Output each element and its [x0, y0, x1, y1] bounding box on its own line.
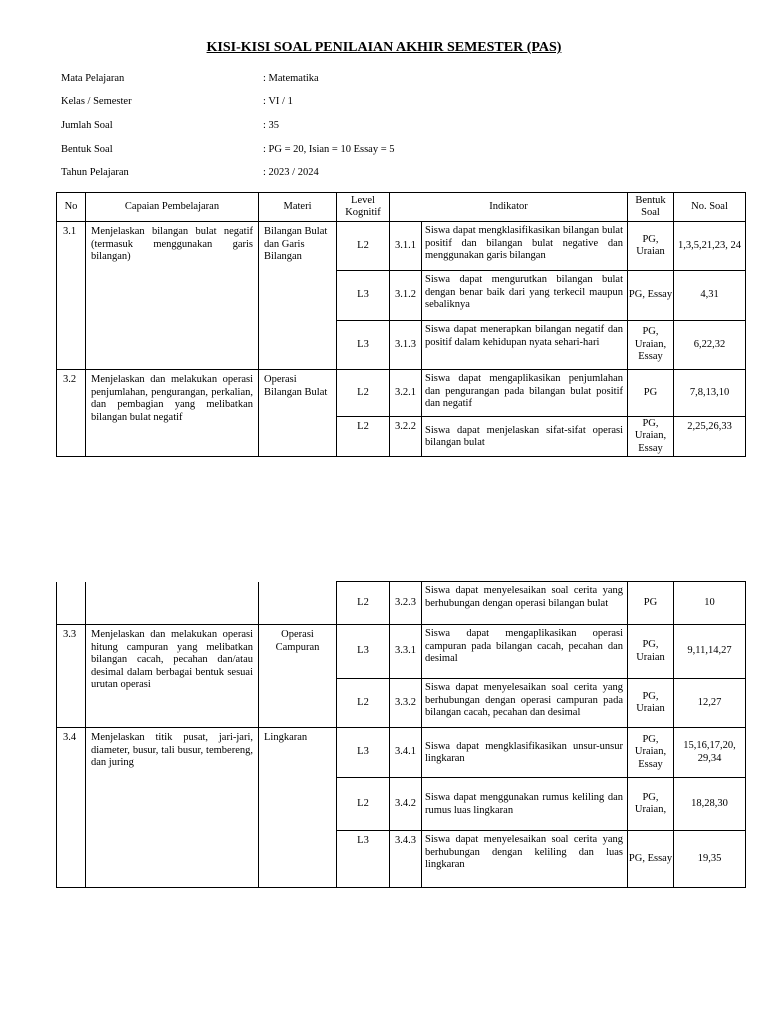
meta-label: Mata Pelajaran — [61, 73, 125, 84]
cell-indikator: Siswa dapat menggunakan rumus keliling dan rumus luas lingkaran — [422, 778, 628, 831]
cell-kode: 3.3.2 — [390, 679, 422, 728]
cell-level: L3 — [337, 271, 390, 321]
cell-kode: 3.1.1 — [390, 222, 422, 271]
cell-materi: Operasi Bilangan Bulat — [259, 370, 337, 457]
meta-label: Tahun Pelajaran — [61, 167, 129, 178]
cell-bentuk: PG, Uraian, Essay — [628, 321, 674, 370]
cell-level: L3 — [337, 321, 390, 370]
cell-bentuk: PG, Uraian, Essay — [628, 728, 674, 778]
cell-no: 3.4 — [57, 728, 86, 888]
cell-cp: Menjelaskan bilangan bulat negatif (termasuk menggunakan garis bilangan) — [86, 222, 259, 370]
cell-nosoal: 1,3,5,21,23, 24 — [674, 222, 746, 271]
cell-level: L3 — [337, 625, 390, 679]
header-nosoal: No. Soal — [674, 193, 746, 222]
cell-indikator: Siswa dapat mengurutkan bilangan bulat dengan benar baik dari yang terkecil maupun sebaliknya — [422, 271, 628, 321]
cell-kode: 3.2.2 — [390, 417, 422, 457]
cell-kode: 3.4.3 — [390, 831, 422, 888]
cell-level: L2 — [337, 679, 390, 728]
cell-nosoal: 6,22,32 — [674, 321, 746, 370]
header-materi: Materi — [259, 193, 337, 222]
meta-label: Kelas / Semester — [61, 96, 132, 107]
cell-no: 3.2 — [57, 370, 86, 457]
cell-no-continued — [57, 582, 86, 625]
cell-cp: Menjelaskan dan melakukan operasi penjumlahan, pengurangan, perkalian, dan pembagian yang melibatkan bilangan bulat negatif — [86, 370, 259, 457]
cell-indikator: Siswa dapat menyelesaikan soal cerita yang berhubungan dengan operasi bilangan bulat — [422, 582, 628, 625]
cell-bentuk: PG — [628, 370, 674, 417]
cell-cp: Menjelaskan dan melakukan operasi hitung campuran yang melibatkan bilangan cacah, pecahan dan/atau desimal dalam berbagai bentuk sesuai urutan operasi — [86, 625, 259, 728]
cell-nosoal: 2,25,26,33 — [674, 417, 746, 457]
cell-materi: Operasi Campuran — [259, 625, 337, 728]
table-row — [57, 370, 746, 417]
header-level: Level Kognitif — [337, 193, 390, 222]
cell-nosoal: 18,28,30 — [674, 778, 746, 831]
cell-no: 3.3 — [57, 625, 86, 728]
cell-level: L2 — [337, 778, 390, 831]
grid-table-part-1 — [56, 192, 746, 457]
meta-label: Jumlah Soal — [61, 120, 113, 131]
meta-label: Bentuk Soal — [61, 144, 113, 155]
cell-kode: 3.1.2 — [390, 271, 422, 321]
header-no: No — [57, 193, 86, 222]
cell-nosoal: 19,35 — [674, 831, 746, 888]
table-row — [57, 582, 746, 625]
cell-bentuk: PG, Essay — [628, 831, 674, 888]
cell-nosoal: 12,27 — [674, 679, 746, 728]
cell-kode: 3.4.1 — [390, 728, 422, 778]
table-row — [57, 625, 746, 679]
cell-kode: 3.1.3 — [390, 321, 422, 370]
cell-kode: 3.3.1 — [390, 625, 422, 679]
cell-indikator: Siswa dapat mengaplikasikan penjumlahan dan pengurangan pada bilangan bulat positif dan negatif — [422, 370, 628, 417]
table-row — [57, 222, 746, 271]
cell-nosoal: 4,31 — [674, 271, 746, 321]
cell-cp-continued — [86, 582, 259, 625]
cell-nosoal: 9,11,14,27 — [674, 625, 746, 679]
grid-table-part-2 — [56, 581, 746, 888]
cell-materi: Bilangan Bulat dan Garis Bilangan — [259, 222, 337, 370]
cell-indikator: Siswa dapat menerapkan bilangan negatif dan positif dalam kehidupan nyata sehari-hari — [422, 321, 628, 370]
cell-indikator: Siswa dapat mengklasifikasikan bilangan bulat positif dan bilangan bulat negative dan menggunakan garis bilangan — [422, 222, 628, 271]
cell-indikator: Siswa dapat mengklasifikasikan unsur-unsur lingkaran — [422, 728, 628, 778]
header-cp: Capaian Pembelajaran — [86, 193, 259, 222]
cell-level: L2 — [337, 370, 390, 417]
cell-bentuk: PG, Uraian — [628, 222, 674, 271]
cell-level: L2 — [337, 582, 390, 625]
cell-bentuk: PG, Uraian, — [628, 778, 674, 831]
cell-indikator: Siswa dapat mengaplikasikan operasi campuran pada bilangan cacah, pecahan dan desimal — [422, 625, 628, 679]
cell-cp: Menjelaskan titik pusat, jari-jari, diameter, busur, tali busur, tembereng, dan juring — [86, 728, 259, 888]
meta-value: : VI / 1 — [263, 96, 293, 107]
cell-indikator: Siswa dapat menyelesaikan soal cerita yang berhubungan dengan keliling dan luas lingkaran — [422, 831, 628, 888]
cell-kode: 3.2.1 — [390, 370, 422, 417]
header-indikator: Indikator — [390, 193, 628, 222]
cell-materi: Lingkaran — [259, 728, 337, 888]
meta-value: : 35 — [263, 120, 280, 131]
cell-materi-continued — [259, 582, 337, 625]
cell-bentuk: PG, Uraian — [628, 625, 674, 679]
cell-level: L2 — [337, 417, 390, 457]
cell-bentuk: PG, Essay — [628, 271, 674, 321]
cell-level: L3 — [337, 728, 390, 778]
cell-nosoal: 7,8,13,10 — [674, 370, 746, 417]
header-bentuk: Bentuk Soal — [628, 193, 674, 222]
cell-indikator: Siswa dapat menjelaskan sifat-sifat operasi bilangan bulat — [422, 417, 628, 457]
cell-bentuk: PG — [628, 582, 674, 625]
cell-level: L3 — [337, 831, 390, 888]
meta-value: : Matematika — [263, 73, 319, 84]
table-row — [57, 728, 746, 778]
cell-level: L2 — [337, 222, 390, 271]
cell-nosoal: 10 — [674, 582, 746, 625]
cell-no: 3.1 — [57, 222, 86, 370]
cell-kode: 3.4.2 — [390, 778, 422, 831]
cell-kode: 3.2.3 — [390, 582, 422, 625]
cell-bentuk: PG, Uraian, Essay — [628, 417, 674, 457]
cell-bentuk: PG, Uraian — [628, 679, 674, 728]
cell-indikator: Siswa dapat menyelesaikan soal cerita yang berhubungan dengan operasi campuran pada bilangan cacah, pecahan dan desimal — [422, 679, 628, 728]
meta-value: : 2023 / 2024 — [263, 167, 319, 178]
table-header-row — [57, 193, 746, 222]
cell-nosoal: 15,16,17,20, 29,34 — [674, 728, 746, 778]
document-title: KISI-KISI SOAL PENILAIAN AKHIR SEMESTER (PAS) — [206, 40, 562, 55]
meta-value: : PG = 20, Isian = 10 Essay = 5 — [263, 144, 395, 155]
